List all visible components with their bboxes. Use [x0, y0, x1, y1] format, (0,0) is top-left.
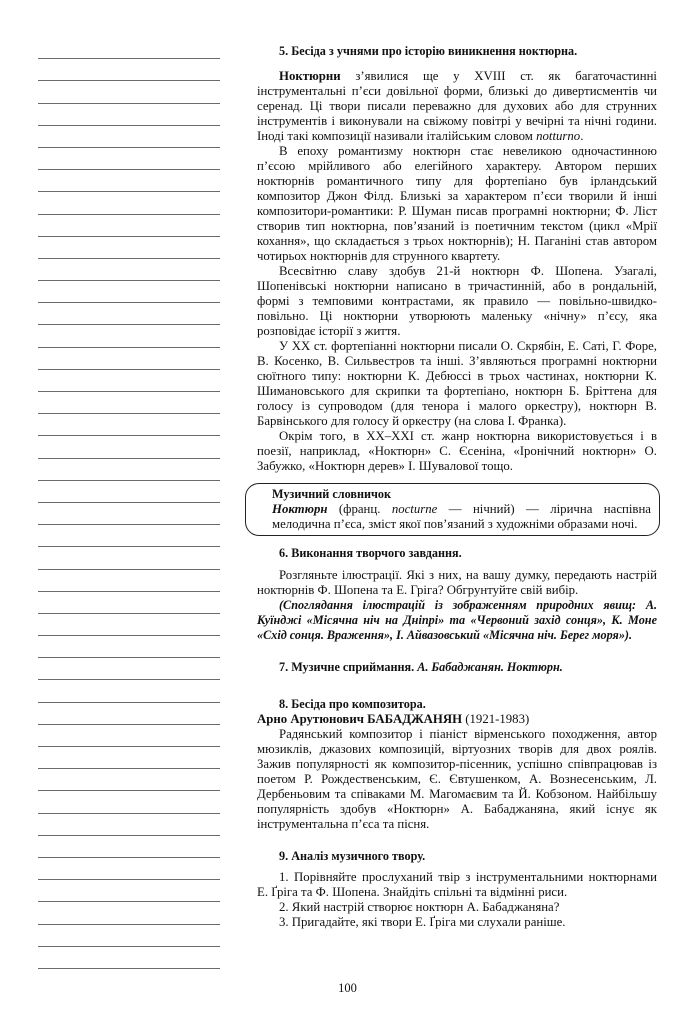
lesson-content [257, 44, 657, 930]
section-8-heading: 8. Бесіда про композитора. [279, 697, 426, 711]
note-line [38, 614, 220, 636]
note-line [38, 259, 220, 281]
note-line [38, 303, 220, 325]
note-line [38, 392, 220, 414]
section-7-heading: 7. Музичне сприймання. А. Бабаджанян. Ноктюрн. [279, 660, 563, 674]
note-line [38, 902, 220, 924]
composer-biography: Радянський композитор і піаніст вірменського походження, автор мюзиклів, джазових композицій, віртуозних творів для двох роялів. Зажив популярності як композитор-пісенник, успішно співпрацював із поетом Р. Рождественським, Є. Євтушенком, А. Вознесенським, Л. Дербеньовим та співаками М. Магомаєвим та Й. Кобзоном. Найбільшу популярність здобув «Ноктюрн» А. Бабаджаняна, який існує як інструментальна п’єса та пісня. [257, 727, 657, 831]
note-line [38, 858, 220, 880]
note-line [38, 525, 220, 547]
note-line [38, 769, 220, 791]
note-line [38, 148, 220, 170]
note-line [38, 703, 220, 725]
note-line [38, 370, 220, 392]
note-line [38, 170, 220, 192]
note-line [38, 503, 220, 525]
section-5-paragraph-4: У ХХ ст. фортепіанні ноктюрни писали О. Скрябін, Е. Саті, Г. Форе, В. Косенко, В. Сильвестров та інші. З’являються програмні ноктюрни сюїтного типу: ноктюрни К. Дебюссі в трьох частинах, ноктюрни К. Шимановського для скрипки та фортепіано, ноктюрн Б. Бріттена для голосу із супроводом (для тенора і малого оркестру), ноктюрн В. Барвінського для голосу й оркестру (на слова І. Франка). [257, 339, 657, 428]
note-line [38, 325, 220, 347]
note-line [38, 658, 220, 680]
section-7-work: А. Бабаджанян. Ноктюрн. [414, 660, 563, 674]
analysis-question: 1. Порівняйте прослуханий твір з інструментальними ноктюрнами Е. Ґріга та Ф. Шопена. Знайдіть спільні та відмінні риси. [257, 870, 657, 899]
section-6-heading: 6. Виконання творчого завдання. [279, 546, 462, 560]
note-line [38, 636, 220, 658]
section-9-heading: 9. Аналіз музичного твору. [279, 849, 426, 863]
page-number: 100 [338, 981, 357, 995]
term-notturno: notturno [536, 129, 581, 143]
note-line [38, 836, 220, 858]
dictionary-definition: Ноктюрн (франц. nocturne — нічний) — лірична наспівна мелодична п’єса, зміст якої пов’язаний з художніми образами ночі. [272, 502, 651, 531]
note-line [38, 237, 220, 259]
note-line [38, 947, 220, 969]
note-line [38, 747, 220, 769]
note-line [38, 592, 220, 614]
composer-name: Арно Арутюнович БАБАДЖАНЯН [257, 712, 463, 726]
note-line [38, 481, 220, 503]
note-line [38, 126, 220, 148]
section-5-paragraph-1: Ноктюрни з’явилися ще у XVIII ст. як багаточастинні інструментальні п’єси довільної форми, близькі до дивертисментів чи серенад. Ці твори писали переважно для духових або для струнних інструментів і виконували на свіжому повітрі у вечірні та нічні години. Іноді такі композиції називали італійським словом notturno. [257, 69, 657, 143]
section-6-task: Розгляньте ілюстрації. Які з них, на вашу думку, передають настрій ноктюрнів Ф. Шопена та Е. Гріга? Обгрунтуйте свій вибір. [257, 568, 657, 597]
note-line [38, 814, 220, 836]
analysis-question: 2. Який настрій створює ноктюрн А. Бабаджаняна? [279, 900, 560, 914]
music-dictionary-box [245, 483, 660, 536]
note-line [38, 880, 220, 902]
dictionary-heading: Музичний словничок [272, 487, 391, 501]
note-line [38, 459, 220, 481]
note-line [38, 414, 220, 436]
note-line [38, 104, 220, 126]
section-6-illustrations: (Споглядання ілюстрацій із зображенням природних явищ: А. Куїнджі «Місячна ніч на Дніпрі» та «Червоний захід сонця», К. Моне «Схід сонця. Враження», І. Айвазовський «Місячна ніч. Берег моря»). [257, 598, 657, 642]
composer-name-line [257, 712, 657, 727]
dictionary-foreign-word: nocturne [391, 502, 438, 516]
note-line [38, 348, 220, 370]
section-5-paragraph-5: Окрім того, в ХХ–ХХІ ст. жанр ноктюрна використовується і в поезії, наприклад, «Ноктюрн» С. Єсеніна, «Іронічний ноктюрн» О. Забужко, «Ноктюрн дерев» І. Шувалової тощо. [257, 429, 657, 473]
note-line [38, 215, 220, 237]
section-5-paragraph-2: В епоху романтизму ноктюрн стає невеликою одночастинною п’єсою мрійливого або елегійного характеру. Автором перших ноктюрнів романтичного типу для фортепіано був ірландський композитор Джон Філд. Близькі за характером п’єси творили й інші композитори-романтики: Р. Шуман писав програмні ноктюрни; Ф. Ліст створив тип ноктюрна, пов’язаний із поетичним текстом (цикл «Мрії кохання», що складається з трьох ноктюрнів); Н. Паганіні став автором чотирьох ноктюрнів для струнного квартету. [257, 144, 657, 263]
notes-lines-column [38, 37, 220, 969]
note-line [38, 37, 220, 59]
term-nocturnes: Ноктюрни [279, 69, 341, 83]
composer-years: (1921-1983) [462, 712, 530, 726]
note-line [38, 281, 220, 303]
note-line [38, 791, 220, 813]
note-line [38, 81, 220, 103]
note-line [38, 547, 220, 569]
note-line [38, 570, 220, 592]
section-5-paragraph-3: Всесвітню славу здобув 21-й ноктюрн Ф. Шопена. Узагалі, Шопенівські ноктюрни написано в тричастинній, або в рондальній, формі з темповими контрастами, як правило — повільно-швидко-повільно. Ці ноктюрни утворюють маленьку «нічну» п’єсу, яка розповідає історії з життя. [257, 264, 657, 338]
note-line [38, 925, 220, 947]
analysis-questions [257, 870, 657, 930]
note-line [38, 725, 220, 747]
note-line [38, 436, 220, 458]
note-line [38, 680, 220, 702]
dictionary-term: Ноктюрн [272, 502, 328, 516]
analysis-question: 3. Пригадайте, які твори Е. Ґріга ми слухали раніше. [279, 915, 566, 929]
note-line [38, 59, 220, 81]
note-line [38, 192, 220, 214]
section-5-heading: 5. Бесіда з учнями про історію виникнення ноктюрна. [279, 44, 578, 58]
